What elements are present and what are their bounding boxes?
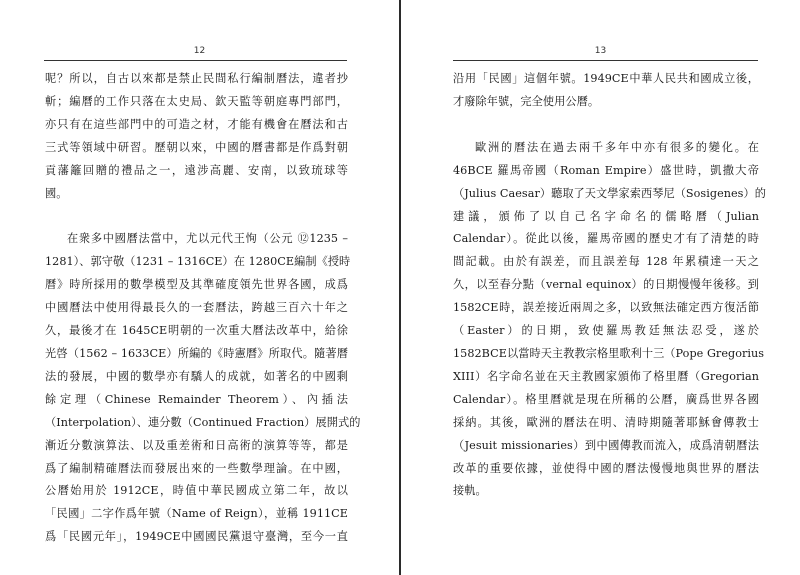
text-line: 餘定理（Chinese Remainder Theorem）、內插法 xyxy=(45,392,348,406)
left-page xyxy=(0,0,399,575)
text-line: 久，最後才在 1645CE明朝的一次重大曆法改革中，給徐 xyxy=(45,324,348,338)
paragraph xyxy=(453,68,759,114)
right-page-number: 13 xyxy=(594,46,607,56)
text-line: 沿用「民國」這個年號。1949CE中華人民共和國成立後， xyxy=(453,72,759,85)
left-header-rule xyxy=(44,60,347,61)
text-line: Calendar）。格里曆就是現在所稱的公曆，廣爲世界各國 xyxy=(453,392,759,406)
right-header-rule xyxy=(453,60,758,61)
text-line: 三式等領域中研習。歷朝以來，中國的曆書都是作爲對朝 xyxy=(45,140,348,154)
text-line: （Julius Caesar）聽取了天文學家索西琴尼（Sosigenes）的 xyxy=(453,186,766,200)
text-line: 漸近分數演算法、以及重差術和日高術的演算等等，都是 xyxy=(45,438,348,452)
text-line: 貢藩籬回贈的禮品之一，遠涉高麗、安南，以致琉球等 xyxy=(45,163,348,177)
text-line: 接軌。 xyxy=(453,484,487,498)
text-line: 間記載。由於有誤差，而且誤差每 128 年累積達一天之 xyxy=(453,255,759,269)
text-line: 「民國」二字作爲年號（Name of Reign），並稱 1911CE xyxy=(45,507,348,521)
text-line: 改革的重要依據，並使得中國的曆法慢慢地與世界的曆法 xyxy=(453,461,759,475)
text-line: 法的發展，中國的數學亦有驕人的成就，如著名的中國剩 xyxy=(45,369,348,383)
text-line: 光啓（1562 – 1633CE）所編的《時憲曆》所取代。隨著曆 xyxy=(45,346,348,360)
text-line: 爲了編制精確曆法而發展出來的一些數學理論。在中國， xyxy=(45,461,348,475)
text-line: 斬；編曆的工作只落在太史局、欽天監等朝庭專門部門， xyxy=(45,94,348,108)
text-line: 採納。其後，歐洲的曆法在明、清時期隨著耶穌會傳教士 xyxy=(453,415,759,429)
right-page-body xyxy=(453,68,766,503)
text-line: XIII）名字命名並在天主教國家頒佈了格里曆（Gregorian xyxy=(453,369,759,383)
text-line: 亦只有在這些部門中的可造之材，才能有機會在曆法和古 xyxy=(45,117,348,131)
text-line: （Jesuit missionaries）到中國傳教而流入，成爲清朝曆法 xyxy=(453,438,759,452)
text-line: 呢？所以，自古以來都是禁止民間私行編制曆法，違者抄 xyxy=(45,72,348,85)
text-line: 曆》時所採用的數學模型及其準確度領先世界各國，成爲 xyxy=(45,278,348,292)
text-line: 久，以至春分點（vernal equinox）的日期慢慢年後移。到 xyxy=(453,278,759,292)
text-line: 1281）、郭守敬（1231 – 1316CE）在 1280CE編制《授時 xyxy=(45,255,351,269)
left-page-body xyxy=(45,68,361,549)
text-line: 在衆多中國曆法當中，尤以元代王恂（公元 ⑫1235 – xyxy=(67,232,348,246)
right-page xyxy=(401,0,800,575)
text-line: 歐洲的曆法在過去兩千多年中亦有很多的變化。在 xyxy=(475,140,759,154)
paragraph xyxy=(45,228,361,549)
text-line: （Interpolation）、連分數（Continued Fraction）展開式的 xyxy=(45,415,361,429)
paragraph xyxy=(45,68,348,205)
text-line: 中國曆法中使用得最長久的一套曆法，跨越三百六十年之 xyxy=(45,301,348,315)
left-page-number: 12 xyxy=(193,46,206,56)
text-line: 1582BCE以當時天主教教宗格里歌利十三（Pope Gregorius xyxy=(453,346,765,360)
text-line: 才廢除年號，完全使用公曆。 xyxy=(453,94,600,108)
text-line: 公曆始用於 1912CE，時值中華民國成立第二年，故以 xyxy=(45,484,348,498)
text-line: 爲「民國元年」，1949CE中國國民黨退守臺灣，至今一直 xyxy=(45,530,348,544)
text-line: 國。 xyxy=(45,186,68,200)
text-line: 建議，頒佈了以自己名字命名的儒略曆（Julian xyxy=(453,209,759,223)
text-line: （Easter）的日期，致使羅馬教廷無法忍受，遂於 xyxy=(453,324,759,338)
text-line: Calendar）。從此以後，羅馬帝國的歷史才有了清楚的時 xyxy=(453,232,759,246)
text-line: 1582CE時，誤差接近兩周之多，以致無法確定西方復活節 xyxy=(453,301,759,315)
text-line: 46BCE 羅馬帝國（Roman Empire）盛世時，凱撒大帝 xyxy=(453,163,759,177)
paragraph xyxy=(453,137,766,504)
